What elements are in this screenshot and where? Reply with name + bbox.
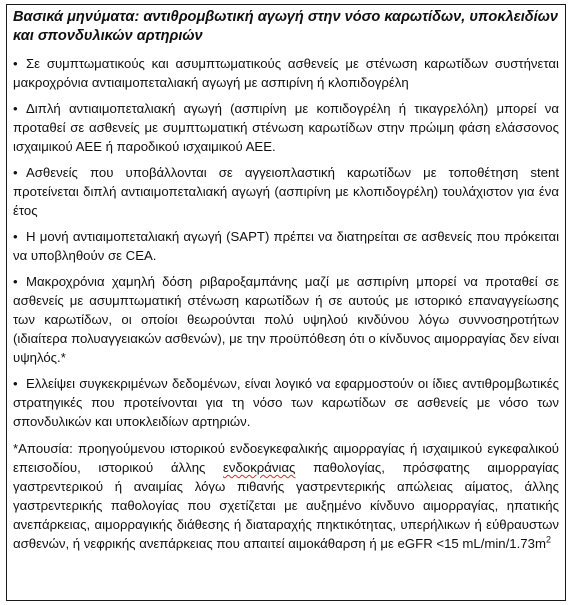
bullet-marker: • — [13, 376, 18, 391]
footnote — [13, 439, 559, 553]
bullet-marker: • — [13, 56, 18, 71]
bullet-item-1 — [13, 54, 559, 92]
bullet-text: Ασθενείς που υποβάλλονται σε αγγειοπλαστική καρωτίδων με τοποθέτηση stent προτείνεται διπλή αντιαιμοπεταλιακή αγωγή (ασπιρίνη με κλοπιδογρέλη) τουλάχιστον για ένα έτος — [13, 165, 559, 218]
bullet-marker: • — [13, 101, 18, 116]
bullet-marker: • — [13, 165, 18, 180]
bullet-marker: • — [13, 229, 18, 244]
bullet-item-2 — [13, 99, 559, 156]
box-title: Βασικά μηνύματα: αντιθρομβωτική αγωγή στην νόσο καρωτίδων, υποκλειδίων και σπονδυλικών αρτηριών — [13, 9, 559, 44]
bullet-text: Σε συμπτωματικούς και ασυμπτωματικούς ασθενείς με στένωση καρωτίδων συστήνεται μακροχρόνια αντιαιμοπεταλιακή αγωγή με ασπιρίνη ή κλοπιδογρέλη — [13, 56, 559, 90]
superscript-two: 2 — [545, 534, 551, 545]
bullet-text: Μακροχρόνια χαμηλή δόση ριβαροξαμπάνης μαζί με ασπιρίνη μπορεί να προταθεί σε ασθενείς με ασυμπτωματική στένωση καρωτίδων ή σε αυτούς με ιστορικό επαναγγείωσης των καρωτίδων, οι οποίοι θεωρούνται πολύ υψηλού κινδύνου λόγω συννοσηροτήτων (ιδιαίτερα πολυαγγειακών ασθενών), με την προϋπόθεση ότι ο κίνδυνος αιμορραγίας δεν είναι υψηλός.* — [13, 274, 559, 365]
bullet-item-6 — [13, 374, 559, 431]
bullet-text: Η μονή αντιαιμοπεταλιακή αγωγή (SAPT) πρέπει να διατηρείται σε ασθενείς που πρόκειται να υποβληθούν σε CEA. — [13, 229, 559, 263]
key-messages-box — [6, 4, 566, 601]
spellcheck-flagged-word: ενδοκράνιας — [223, 460, 296, 475]
bullet-item-4 — [13, 227, 559, 265]
bullet-marker: • — [13, 274, 18, 289]
bullet-text: Ελλείψει συγκεκριμένων δεδομένων, είναι λογικό να εφαρμοστούν οι ίδιες αντιθρομβωτικές στρατηγικές που προτείνονται για τη νόσο των καρωτίδων σε ασθενείς με νόσο των σπονδυλικών και υποκλειδίων αρτηριών. — [13, 376, 559, 429]
bullet-text: Διπλή αντιαιμοπεταλιακή αγωγή (ασπιρίνη με κοπιδογρέλη ή τικαγρελόλη) μπορεί να προταθεί σε ασθενείς με συμπτωματική στένωση καρωτίδων στην πρώιμη φάση ελάσσονος ισχαιμικού ΑΕΕ ή παροδικού ισχαιμικού ΑΕΕ. — [13, 101, 559, 154]
bullet-item-5 — [13, 272, 559, 367]
bullet-item-3 — [13, 163, 559, 220]
footnote-text-start: *Απουσία: προηγούμενου ιστορικού ενδοεγκεφαλικής αιμορραγίας ή ισχαιμικού εγκεφαλικού επεισοδίου, ιστορικού άλλης — [13, 441, 559, 475]
footnote-text-end: παθολογίας, πρόσφατης αιμορραγίας γαστρεντερικού ή αναιμίας λόγω πιθανής γαστρεντερικής απώλειας αίματος, άλλης γαστρεντερικής παθολογίας που σχετίζεται με αυξημένο κίνδυνο αιμορραγίας, ηπατικής ανεπάρκειας, αιμορραγικής διάθεσης ή διαταραχής πηκτικότητας, υπερήλικων ή εύθραυστων ασθενών, ή νεφρικής ανεπάρκειας που απαιτεί αιμοκάθαρση ή με eGFR <15 mL/min/1.73m — [13, 460, 559, 551]
